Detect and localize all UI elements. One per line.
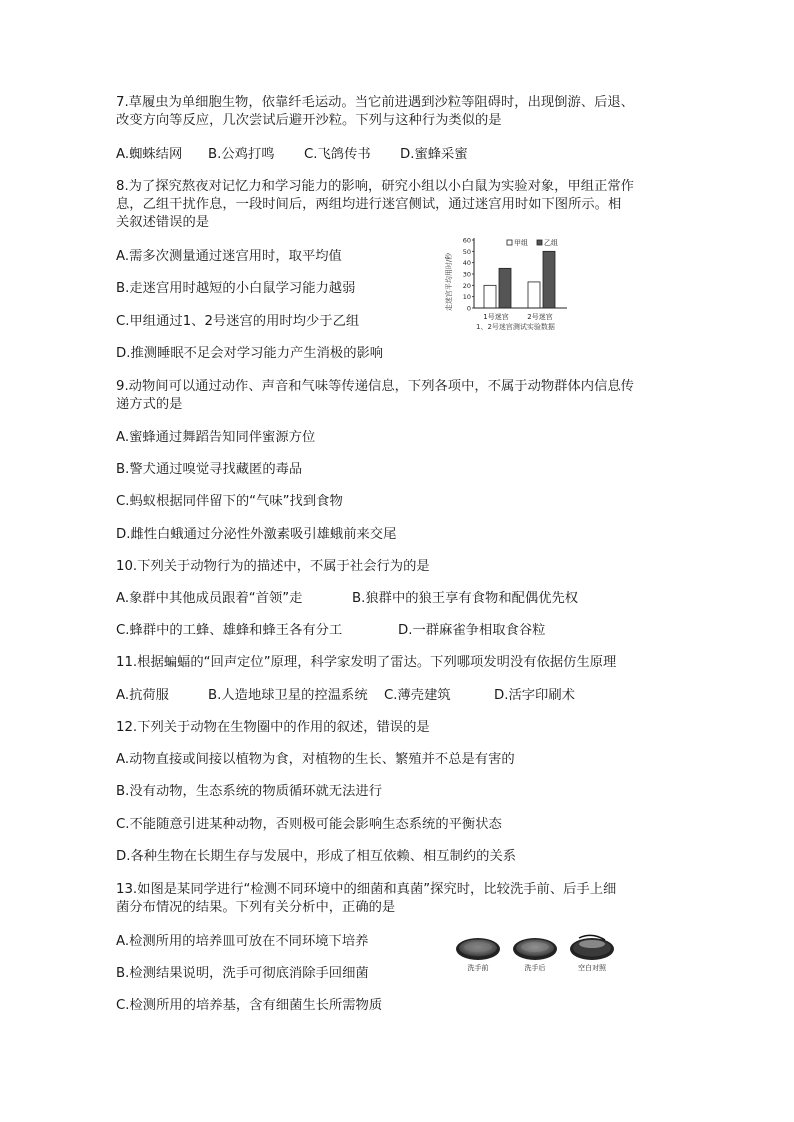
y-tick-label: 40 bbox=[462, 259, 471, 268]
q9-stem-line-2: 递方式的是 bbox=[116, 397, 183, 412]
q8-option-d: D.推测睡眠不足会对学习能力产生消极的影响 bbox=[116, 346, 384, 361]
bar-yi-2 bbox=[543, 251, 555, 308]
bar-yi-1 bbox=[499, 268, 511, 308]
q13-option-b: B.检测结果说明，洗手可彻底消除手回细菌 bbox=[116, 966, 369, 981]
q8-stem-line-2: 息，乙组干扰作息，一段时间后，两组均进行迷宫侧试，通过迷宫用时如下图所示。相 bbox=[116, 197, 622, 212]
q9-stem-line-1: 9.动物间可以通过动作、声音和气味等传递信息，下列各项中，不属于动物群体内信息传 bbox=[116, 379, 634, 394]
q10-option-c: C.蜂群中的工蜂、雄蜂和蜂王各有分工 bbox=[116, 623, 343, 638]
q13-option-c: C.检测所用的培养基，含有细菌生长所需物质 bbox=[116, 998, 383, 1013]
y-tick-label: 20 bbox=[462, 281, 471, 290]
legend-label-jia: 甲组 bbox=[514, 239, 528, 247]
chart-legend bbox=[507, 239, 558, 247]
petri-dish-after-wash bbox=[513, 938, 557, 972]
petri-dish-blank-control bbox=[570, 935, 614, 972]
dish-label-blank: 空白对照 bbox=[578, 964, 606, 972]
q8-stem-line-3: 关叙述错误的是 bbox=[116, 215, 210, 230]
petri-dish-before-wash bbox=[456, 938, 500, 972]
legend-swatch-yi bbox=[537, 240, 542, 245]
q10-option-b: B.狼群中的狼王享有食物和配偶优先权 bbox=[352, 591, 579, 606]
q11-option-c: C.薄壳建筑 bbox=[384, 688, 451, 703]
q8-stem-line-1: 8.为了探究熬夜对记忆力和学习能力的影响，研究小组以小白鼠为实验对象，甲组正常作 bbox=[116, 179, 634, 194]
q13-option-a: A.检测所用的培养皿可放在不同环境下培养 bbox=[116, 934, 369, 949]
y-tick-label: 60 bbox=[462, 236, 471, 245]
chart-y-axis-label: 走迷宫平均用时/秒 bbox=[445, 252, 453, 312]
q7-stem-line-2: 改变方向等反应，几次尝试后避开沙粒。下列与这种行为类似的是 bbox=[116, 113, 502, 128]
q8-option-a: A.需多次测量通过迷宫用时，取平均值 bbox=[116, 249, 342, 264]
legend-label-yi: 乙组 bbox=[544, 239, 558, 247]
dish-label-before: 洗手前 bbox=[467, 964, 489, 972]
bar-jia-1 bbox=[484, 285, 496, 308]
q9-option-d: D.雌性白蛾通过分泌性外激素吸引雄蛾前来交尾 bbox=[116, 527, 397, 542]
x-category-label: 1号迷宫 bbox=[483, 313, 509, 321]
q11-option-a: A.抗荷服 bbox=[116, 688, 169, 703]
legend-swatch-jia bbox=[507, 240, 512, 245]
maze-time-bar-chart bbox=[443, 228, 583, 334]
q11-stem: 11.根据蝙蝠的“回声定位”原理，科学家发明了雷达。下列哪项发明没有依据仿生原理 bbox=[116, 655, 617, 670]
q8-option-b: B.走迷宫用时越短的小白鼠学习能力越弱 bbox=[116, 281, 356, 296]
q9-option-a: A.蜜蜂通过舞蹈告知同伴蜜源方位 bbox=[116, 430, 316, 445]
q10-stem: 10.下列关于动物行为的描述中，不属于社会行为的是 bbox=[116, 559, 430, 574]
chart-bars bbox=[484, 251, 555, 308]
chart-x-categories bbox=[483, 312, 552, 321]
q11-option-b: B.人造地球卫星的控温系统 bbox=[208, 688, 368, 703]
q7-option-b: B.公鸡打鸣 bbox=[208, 147, 275, 162]
y-tick-label: 0 bbox=[466, 304, 471, 313]
q7-option-c: C.飞鸽传书 bbox=[304, 147, 371, 162]
q12-stem: 12.下列关于动物在生物圈中的作用的叙述，错误的是 bbox=[116, 720, 430, 735]
q12-option-a: A.动物直接或间接以植物为食，对植物的生长、繁殖并不总是有害的 bbox=[116, 752, 515, 767]
q7-option-d: D.蜜蜂采蜜 bbox=[400, 147, 468, 162]
q13-stem-line-1: 13.如图是某同学进行“检测不同环境中的细菌和真菌”探究时，比较洗手前、后手上细 bbox=[116, 882, 617, 897]
x-category-label: 2号迷宫 bbox=[527, 313, 553, 321]
q12-option-c: C.不能随意引进某种动物，否则极可能会影响生态系统的平衡状态 bbox=[116, 817, 502, 832]
q11-option-d: D.活字印刷术 bbox=[494, 688, 575, 703]
chart-y-ticks bbox=[463, 237, 474, 313]
maze-chart-svg bbox=[443, 228, 583, 334]
petri-dish-figure bbox=[455, 934, 615, 980]
bar-jia-2 bbox=[528, 282, 540, 308]
q12-option-b: B.没有动物，生态系统的物质循环就无法进行 bbox=[116, 784, 382, 799]
y-tick-label: 50 bbox=[462, 247, 471, 256]
q7-option-a: A.蜘蛛结网 bbox=[116, 147, 183, 162]
dish-label-after: 洗手后 bbox=[524, 964, 546, 972]
y-tick-label: 30 bbox=[462, 270, 471, 279]
q10-option-a: A.象群中其他成员跟着“首领”走 bbox=[116, 591, 303, 606]
q9-option-b: B.警犬通过嗅觉寻找藏匿的毒品 bbox=[116, 462, 303, 477]
q9-option-c: C.蚂蚁根据同伴留下的“气味”找到食物 bbox=[116, 494, 343, 509]
y-tick-label: 10 bbox=[462, 293, 471, 302]
q7-stem-line-1: 7.草履虫为单细胞生物，依靠纤毛运动。当它前进遇到沙粒等阻碍时，出现倒游、后退、 bbox=[116, 95, 634, 110]
q13-stem-line-2: 菌分布情况的结果。下列有关分析中，正确的是 bbox=[116, 900, 396, 915]
petri-dish-svg bbox=[455, 934, 615, 980]
q12-option-d: D.各种生物在长期生存与发展中，形成了相互依赖、相互制约的关系 bbox=[116, 849, 517, 864]
q8-option-c: C.甲组通过1、2号迷宫的用时均少于乙组 bbox=[116, 314, 360, 329]
q10-option-d: D.一群麻雀争相取食谷粒 bbox=[398, 623, 546, 638]
chart-caption: 1、2号迷宫测试实验数据 bbox=[476, 323, 555, 331]
